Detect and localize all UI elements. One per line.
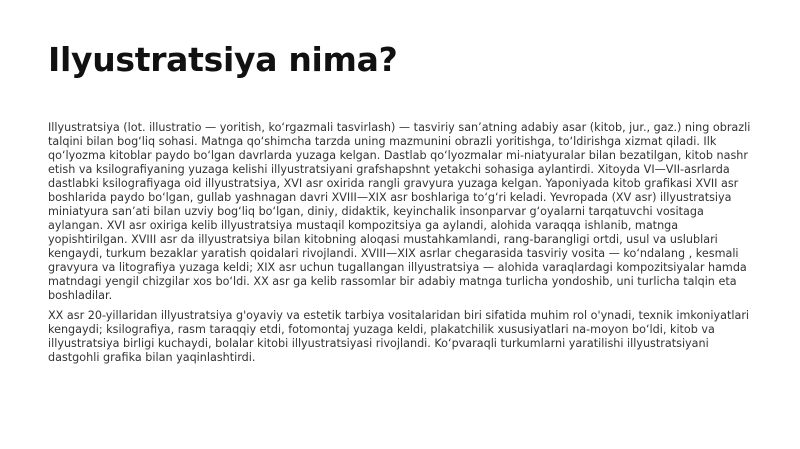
slide-title: Ilyustratsiya nima?	[48, 40, 398, 79]
body-paragraph-1: Illyustratsiya (lot. illustratio — yoritish, ko‘rgazmali tasvirlash) — tasviriy san’atning adabiy asar (kitob, jur., gaz.) ning obrazli talqini bilan bog‘liq sohasi. Matnga qo‘shimcha tarzda uning mazmunini obrazli yoritishga, to‘ldirishga xizmat qiladi. Ilk qo‘lyozma kitoblar paydo bo‘lgan davrlarda yuzaga kelgan. Dastlab qo‘lyozmalar mi-niatyuralar bilan bezatilgan, kitob nashr etish va ksilografiyaning yuzaga kelishi illyustratsiyani grafshapshnt yetakchi sohasiga aylantirdi. Xitoyda VI—VII-asrlarda dastlabki ksilografiyaga oid illyustratsiya, XVI asr oxirida rangli gravyura yuzaga kelgan. Yaponiyada kitob grafikasi XVII asr boshlarida paydo bo‘lgan, gullab yashnagan davri XVIII—XIX asr boshlariga to‘g‘ri keladi. Yevropada (XV asr) illyustratsiya miniatyura san’ati bilan uzviy bog‘liq bo‘lgan, diniy, didaktik, keyinchalik insonparvar g‘oyalarni tarqatuvchi vositaga aylangan. XVI asr oxiriga kelib illyustratsiya mustaqil kompozitsiya ga aylandi, alohida varaqqa ishlanib, matnga yopishtirilgan. XVIII asr da illyustratsiya bilan kitobning aloqasi mustahkamlandi, rang-barangligi ortdi, usul va uslublari kengaydi, turkum bezaklar yaratish qoidalari rivojlandi. XVIII—XIX asrlar chegarasida tasviriy vosita — ko‘ndalang , kesmali gravyura va litografiya yuzaga keldi; XIX asr uchun tugallangan illyustratsiya — alohida varaqlardagi kompozitsiyalar hamda matndagi yengil chizgilar xos bo‘ldi. XX asr ga kelib rassomlar bir adabiy matnga turlicha yondoshib, uni turlicha talqin eta boshladilar.	[48, 121, 751, 302]
body-paragraph-2: XX asr 20-yillaridan illyustratsiya g'oyaviy va estetik tarbiya vositalaridan biri sifatida muhim rol o'ynadi, texnik imkoniyatlari kengaydi; ksilografiya, rasm taraqqiy etdi, fotomontaj yuzaga keldi, plakatchilik xususiyatlari na-moyon bo‘ldi, kitob va illyustratsiya birligi kuchaydi, bolalar kitobi illyustratsiyasi rivojlandi. Ko‘pvaraqli turkumlarni yaratilishi illyustratsiyani dastgohli grafika bilan yaqinlashtirdi.	[48, 309, 750, 364]
slide-body	[48, 121, 752, 371]
